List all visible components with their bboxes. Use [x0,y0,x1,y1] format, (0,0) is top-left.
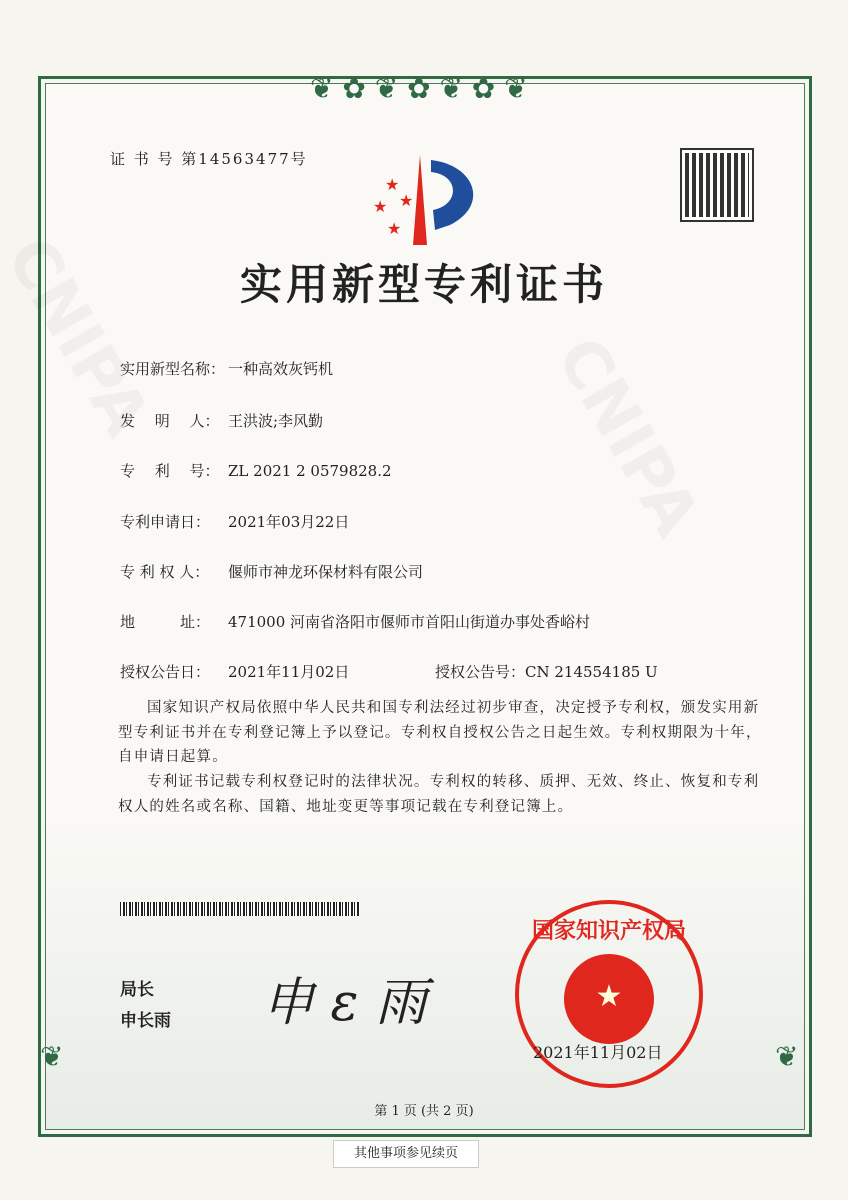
barcode [120,902,360,916]
field-address [120,611,590,632]
qr-code [682,150,752,220]
field-patentee [120,561,423,582]
ornament-top-icon: ❦ ✿ ❦ ✿ ❦ ✿ ❦ [310,72,528,105]
field-value: 一种高效灰钙机 [228,360,334,378]
svg-text:★: ★ [373,197,388,216]
ornament-bottom-left-icon: ❦ [40,1040,64,1073]
field-label: 专 利 号： [120,462,220,480]
certificate-number: 证 书 号 第14563477号 [110,150,308,168]
field-value: 偃师市神龙环保材料有限公司 [228,563,424,581]
signatory-role: 局长 [120,980,154,1000]
field-label: 授权公告日： [120,663,211,681]
continuation-note: 其他事项参见续页 [333,1140,479,1168]
ornament-bottom-right-icon: ❦ [775,1040,799,1073]
field-label: 地 址： [120,613,211,631]
field-value: 王洪波;李风勤 [228,412,324,430]
svg-text:★: ★ [387,219,402,238]
seal-text: 国家知识产权局 [531,918,686,944]
svg-text:★: ★ [385,175,400,194]
field-patent-number [120,460,392,481]
cnipa-logo-icon [365,150,490,250]
field-label: 授权公告号： [435,663,526,681]
field-value: ZL 2021 2 0579828.2 [228,462,392,480]
national-emblem-icon: ★ [564,954,654,1044]
page-number: 第 1 页 (共 2 页) [374,1104,474,1119]
field-filing-date [120,511,349,532]
signature: 申 ε 雨 [262,973,427,1033]
field-grant-date [120,661,349,682]
paragraph: 国家知识产权局依照中华人民共和国专利法经过初步审查，决定授予专利权，颁发实用新型专利证书并在专利登记簿上予以登记。专利权自授权公告之日起生效。专利权期限为十年，自申请日起算。 [118,700,762,765]
field-label: 实用新型名称： [120,360,226,378]
field-name [120,358,333,379]
svg-text:★: ★ [399,191,414,210]
field-value: 2021年11月02日 [228,663,350,681]
field-inventors [120,410,323,431]
signatory-name: 申长雨 [120,1011,171,1031]
seal-date: 2021年11月02日 [533,1043,663,1062]
field-label: 发 明 人： [120,412,220,430]
field-value: 2021年03月22日 [228,513,350,531]
certificate-title: 实用新型专利证书 [239,260,608,309]
field-value: 471000 河南省洛阳市偃师市首阳山街道办事处香峪村 [228,613,591,631]
field-label: 专利申请日： [120,513,211,531]
field-value: CN 214554185 U [525,663,658,681]
paragraph: 专利证书记载专利权登记时的法律状况。专利权的转移、质押、无效、终止、恢复和专利权人的姓名或名称、国籍、地址变更等事项记载在专利登记簿上。 [118,774,760,815]
field-announcement-number [435,661,658,682]
field-label: 专 利 权 人： [120,563,210,581]
